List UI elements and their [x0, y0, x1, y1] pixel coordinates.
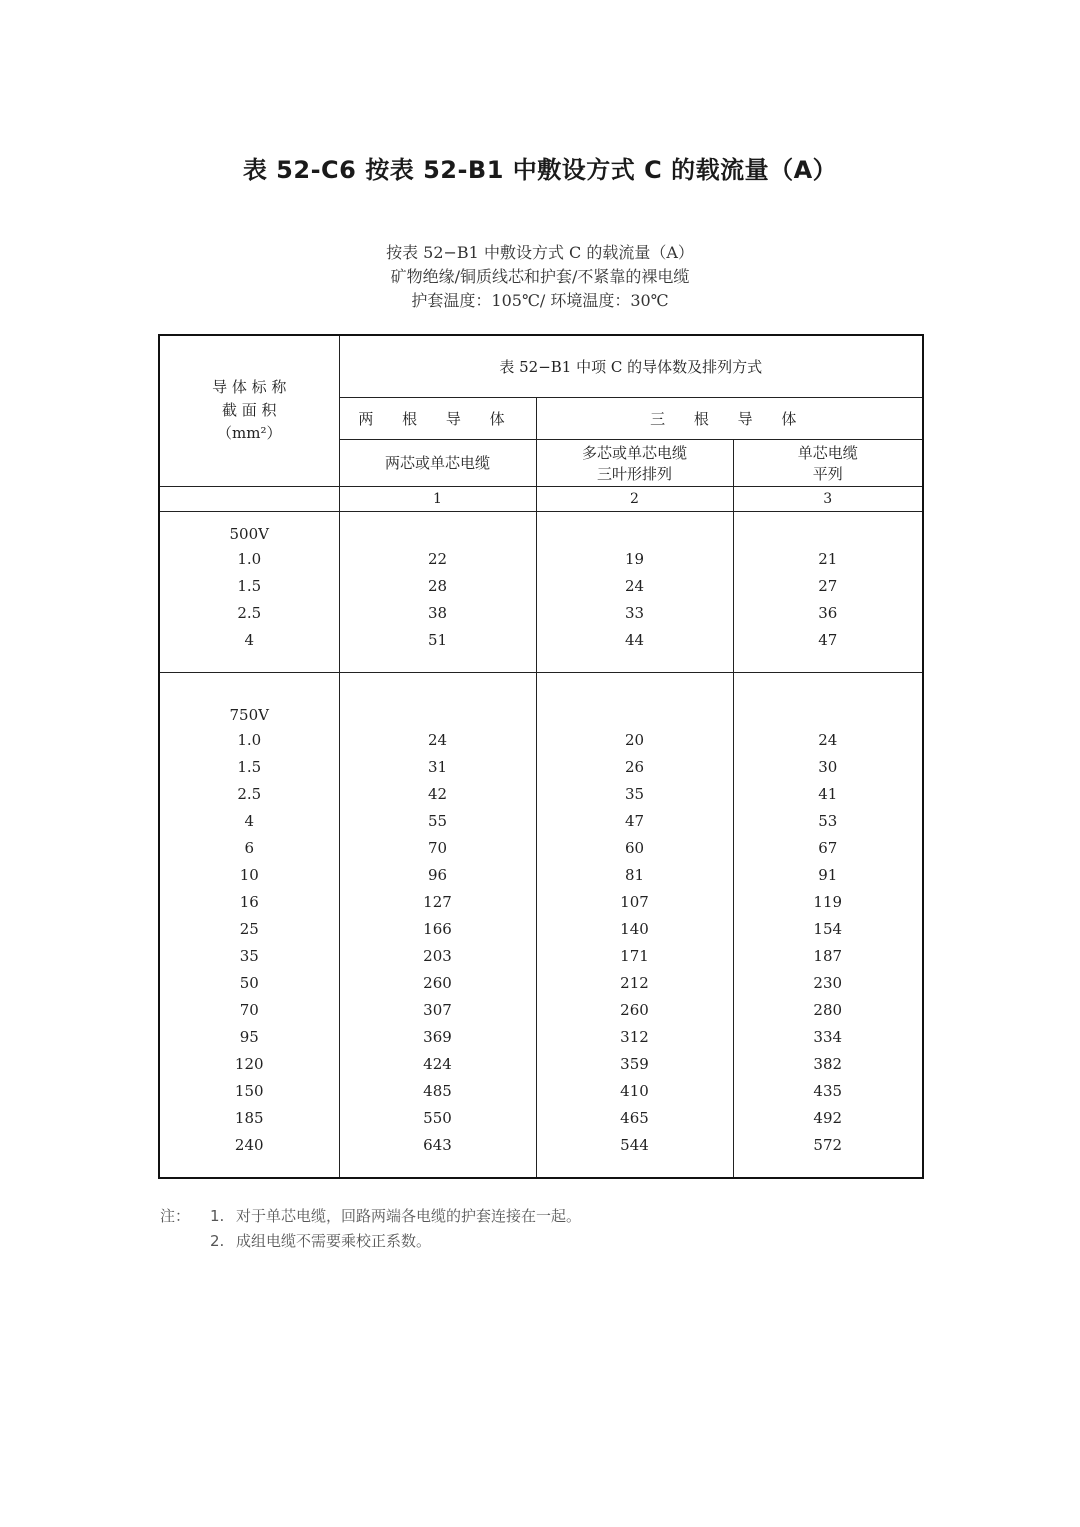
- flat-capacity-cell: 280: [733, 997, 923, 1024]
- two-conductor-capacity-cell: 203: [339, 943, 536, 970]
- arrangement-group-header: 表 52−B1 中项 C 的导体数及排列方式: [339, 335, 923, 397]
- note-text: 对于单芯电缆，回路两端各电缆的护套连接在一起。: [236, 1207, 582, 1225]
- trefoil-capacity-cell: 44: [536, 627, 733, 654]
- flat-capacity-cell: 230: [733, 970, 923, 997]
- voltage-label: 750V: [159, 703, 339, 727]
- col2-description-line-1: 多芯或单芯电缆: [581, 443, 687, 462]
- spacer-cell: [733, 654, 923, 673]
- trefoil-capacity-cell: 60: [536, 835, 733, 862]
- trefoil-capacity-cell: 47: [536, 808, 733, 835]
- note-label: 注：: [160, 1207, 191, 1225]
- spacer-cell: [536, 1159, 733, 1178]
- current-capacity-table: [158, 334, 924, 1179]
- trefoil-capacity-cell: 19: [536, 546, 733, 573]
- spacer-cell: [159, 654, 339, 673]
- three-conductors-header: 三 根 导 体: [536, 397, 923, 439]
- table-row: [159, 835, 923, 862]
- spacer-cell: [339, 1159, 536, 1178]
- column-number-2: 2: [536, 486, 733, 511]
- table-row: [159, 889, 923, 916]
- table-row: [159, 727, 923, 754]
- note-number: 2.: [210, 1232, 225, 1250]
- empty-cell: [733, 703, 923, 727]
- trefoil-capacity-cell: 140: [536, 916, 733, 943]
- two-conductor-capacity-cell: 38: [339, 600, 536, 627]
- column-number-3: 3: [733, 486, 923, 511]
- col3-description-line-2: 平列: [812, 464, 843, 483]
- two-conductor-capacity-cell: 96: [339, 862, 536, 889]
- spacer-cell: [733, 1159, 923, 1178]
- trefoil-capacity-cell: 212: [536, 970, 733, 997]
- spacer-cell: [536, 511, 733, 522]
- note-1: [160, 1205, 581, 1226]
- conductor-size-header-line-1: 导 体 标 称: [212, 378, 287, 397]
- trefoil-capacity-cell: 107: [536, 889, 733, 916]
- flat-capacity-cell: 47: [733, 627, 923, 654]
- table-row: [159, 546, 923, 573]
- flat-capacity-cell: 27: [733, 573, 923, 600]
- empty-cell: [536, 703, 733, 727]
- note-2: [160, 1230, 431, 1251]
- trefoil-capacity-cell: 26: [536, 754, 733, 781]
- table-row: [159, 573, 923, 600]
- conductor-size-cell: 1.0: [159, 546, 339, 573]
- flat-capacity-cell: 91: [733, 862, 923, 889]
- flat-capacity-cell: 36: [733, 600, 923, 627]
- empty-cell: [339, 522, 536, 546]
- trefoil-capacity-cell: 544: [536, 1132, 733, 1159]
- conductor-size-cell: 1.5: [159, 754, 339, 781]
- two-conductor-capacity-cell: 24: [339, 727, 536, 754]
- empty-cell: [733, 522, 923, 546]
- conductor-size-cell: 6: [159, 835, 339, 862]
- conductor-size-cell: 150: [159, 1078, 339, 1105]
- spacer-cell: [159, 672, 339, 703]
- flat-capacity-cell: 492: [733, 1105, 923, 1132]
- col2-description-line-2: 三叶形排列: [596, 464, 672, 483]
- table-row: [159, 1024, 923, 1051]
- empty-cell: [339, 703, 536, 727]
- two-conductor-capacity-cell: 643: [339, 1132, 536, 1159]
- trefoil-capacity-cell: 260: [536, 997, 733, 1024]
- spacer-cell: [733, 511, 923, 522]
- conductor-size-cell: 16: [159, 889, 339, 916]
- group-end-row: [159, 654, 923, 673]
- col1-description: 两芯或单芯电缆: [339, 439, 536, 486]
- trefoil-capacity-cell: 410: [536, 1078, 733, 1105]
- conductor-size-cell: 1.5: [159, 573, 339, 600]
- spacer-cell: [159, 1159, 339, 1178]
- voltage-label: 500V: [159, 522, 339, 546]
- table-row: [159, 808, 923, 835]
- two-conductor-capacity-cell: 369: [339, 1024, 536, 1051]
- trefoil-capacity-cell: 171: [536, 943, 733, 970]
- table-caption-line-2: 矿物绝缘/铜质线芯和护套/不紧靠的裸电缆: [390, 267, 690, 286]
- two-conductor-capacity-cell: 22: [339, 546, 536, 573]
- table-row: [159, 781, 923, 808]
- trefoil-capacity-cell: 465: [536, 1105, 733, 1132]
- two-conductor-capacity-cell: 127: [339, 889, 536, 916]
- two-conductor-capacity-cell: 550: [339, 1105, 536, 1132]
- conductor-size-cell: 25: [159, 916, 339, 943]
- two-conductor-capacity-cell: 70: [339, 835, 536, 862]
- conductor-size-header: [159, 335, 339, 486]
- two-conductor-capacity-cell: 424: [339, 1051, 536, 1078]
- two-conductor-capacity-cell: 31: [339, 754, 536, 781]
- two-conductors-header: 两 根 导 体: [339, 397, 536, 439]
- table-row: [159, 1105, 923, 1132]
- two-conductor-capacity-cell: 485: [339, 1078, 536, 1105]
- group-end-row: [159, 1159, 923, 1178]
- conductor-size-header-line-2: 截 面 积: [221, 401, 277, 420]
- page-title: 表 52-C6 按表 52-B1 中敷设方式 C 的载流量（A）: [242, 156, 838, 184]
- trefoil-capacity-cell: 312: [536, 1024, 733, 1051]
- flat-capacity-cell: 30: [733, 754, 923, 781]
- trefoil-capacity-cell: 33: [536, 600, 733, 627]
- conductor-size-cell: 240: [159, 1132, 339, 1159]
- conductor-size-cell: 50: [159, 970, 339, 997]
- table-row: [159, 970, 923, 997]
- flat-capacity-cell: 53: [733, 808, 923, 835]
- trefoil-capacity-cell: 81: [536, 862, 733, 889]
- two-conductor-capacity-cell: 260: [339, 970, 536, 997]
- column-number-1: 1: [339, 486, 536, 511]
- conductor-size-cell: 120: [159, 1051, 339, 1078]
- two-conductor-capacity-cell: 55: [339, 808, 536, 835]
- spacer-cell: [339, 511, 536, 522]
- conductor-size-cell: 95: [159, 1024, 339, 1051]
- voltage-row: [159, 703, 923, 727]
- spacer-cell: [733, 672, 923, 703]
- spacer-cell: [536, 654, 733, 673]
- conductor-size-cell: 2.5: [159, 781, 339, 808]
- empty-cell: [536, 522, 733, 546]
- conductor-size-cell: 4: [159, 808, 339, 835]
- note-number: 1.: [210, 1207, 225, 1225]
- col2-description: [536, 439, 733, 486]
- conductor-size-cell: 10: [159, 862, 339, 889]
- table-row: [159, 862, 923, 889]
- flat-capacity-cell: 187: [733, 943, 923, 970]
- table-row: [159, 627, 923, 654]
- conductor-size-cell: 2.5: [159, 600, 339, 627]
- note-text: 成组电缆不需要乘校正系数。: [236, 1232, 432, 1250]
- flat-capacity-cell: 41: [733, 781, 923, 808]
- voltage-row: [159, 522, 923, 546]
- trefoil-capacity-cell: 35: [536, 781, 733, 808]
- conductor-size-cell: 35: [159, 943, 339, 970]
- column-number-stub: [159, 486, 339, 511]
- table-row: [159, 997, 923, 1024]
- conductor-size-cell: 70: [159, 997, 339, 1024]
- flat-capacity-cell: 67: [733, 835, 923, 862]
- spacer-row: [159, 672, 923, 703]
- table-row: [159, 1051, 923, 1078]
- flat-capacity-cell: 382: [733, 1051, 923, 1078]
- table-row: [159, 916, 923, 943]
- two-conductor-capacity-cell: 28: [339, 573, 536, 600]
- table-caption-line-3: 护套温度：105℃/ 环境温度：30℃: [411, 291, 669, 310]
- trefoil-capacity-cell: 24: [536, 573, 733, 600]
- flat-capacity-cell: 435: [733, 1078, 923, 1105]
- conductor-size-cell: 4: [159, 627, 339, 654]
- conductor-size-cell: 1.0: [159, 727, 339, 754]
- conductor-size-header-unit: （mm²）: [217, 424, 282, 443]
- conductor-size-cell: 185: [159, 1105, 339, 1132]
- table-row: [159, 600, 923, 627]
- two-conductor-capacity-cell: 307: [339, 997, 536, 1024]
- table-row: [159, 754, 923, 781]
- two-conductor-capacity-cell: 51: [339, 627, 536, 654]
- col3-description-line-1: 单芯电缆: [797, 443, 858, 462]
- flat-capacity-cell: 154: [733, 916, 923, 943]
- table-row: [159, 1132, 923, 1159]
- two-conductor-capacity-cell: 166: [339, 916, 536, 943]
- flat-capacity-cell: 572: [733, 1132, 923, 1159]
- flat-capacity-cell: 334: [733, 1024, 923, 1051]
- table-caption-line-1: 按表 52−B1 中敷设方式 C 的载流量（A）: [386, 243, 694, 262]
- flat-capacity-cell: 21: [733, 546, 923, 573]
- col3-description: [733, 439, 923, 486]
- flat-capacity-cell: 119: [733, 889, 923, 916]
- spacer-cell: [536, 672, 733, 703]
- spacer-cell: [339, 654, 536, 673]
- trefoil-capacity-cell: 20: [536, 727, 733, 754]
- spacer-cell: [159, 511, 339, 522]
- table-row: [159, 943, 923, 970]
- spacer-cell: [339, 672, 536, 703]
- two-conductor-capacity-cell: 42: [339, 781, 536, 808]
- trefoil-capacity-cell: 359: [536, 1051, 733, 1078]
- spacer-row: [159, 511, 923, 522]
- table-row: [159, 1078, 923, 1105]
- flat-capacity-cell: 24: [733, 727, 923, 754]
